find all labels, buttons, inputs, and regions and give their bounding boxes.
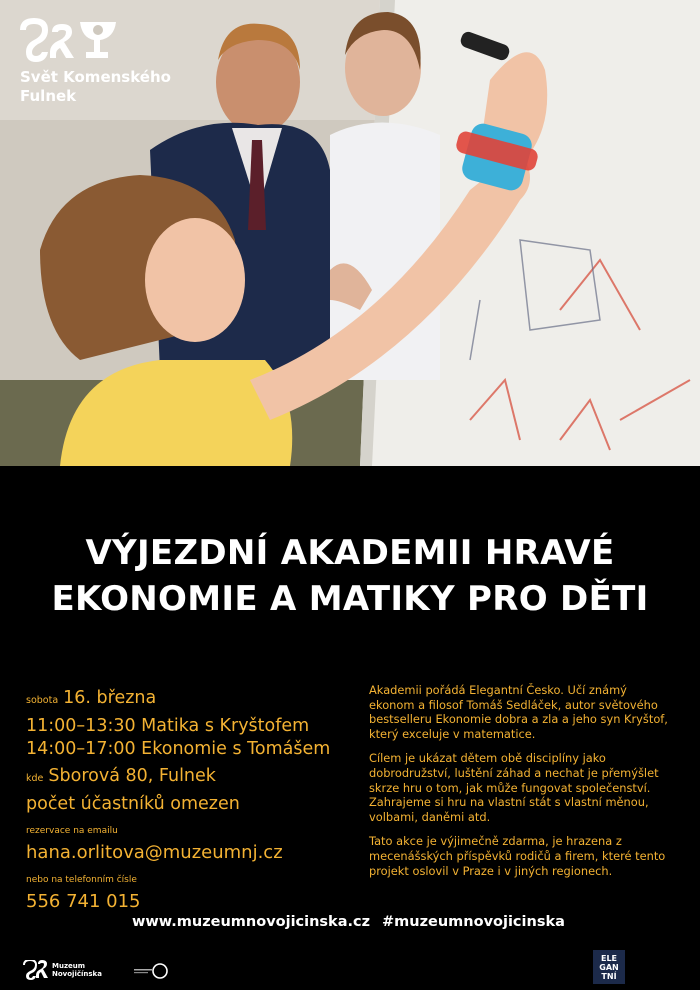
event-date: 16. března [63, 688, 157, 708]
session-2: 14:00–17:00 Ekonomie s Tomášem [26, 739, 331, 759]
hero-photo [0, 0, 700, 466]
museum-name-line1: Muzeum [52, 962, 86, 970]
museum-logo-icon [22, 960, 48, 980]
komensky-logo-icon [20, 18, 118, 64]
event-place: Sborová 80, Fulnek [48, 766, 216, 786]
brand-name-line1: Svět Komenského [20, 68, 171, 86]
hashtag: #muzeumnovojicinska [382, 914, 565, 930]
contact-email-link[interactable]: hana.orlitova@muzeumnj.cz [26, 842, 283, 863]
partner-logos [0, 950, 700, 990]
page-title [0, 530, 700, 622]
email-label: rezervace na emailu [26, 826, 118, 836]
capacity-note: počet účastníků omezen [26, 794, 240, 814]
day-label: sobota [26, 695, 59, 706]
event-info [26, 686, 366, 914]
website-link[interactable]: www.muzeumnovojicinska.cz [132, 914, 371, 930]
title-line2: EKONOMIE A MATIKY PRO DĚTI [51, 579, 649, 619]
partner-logo [134, 960, 168, 986]
museum-name-line2: Novojičínska [52, 970, 102, 978]
partner-logo-icon [134, 960, 168, 982]
description-paragraph-3: Tato akce je výjimečně zdarma, je hrazena z mecenášských příspěvků rodičů a firem, které tento projekt oslovil v Praze i v jiných regionech. [369, 834, 666, 878]
place-row [26, 763, 366, 792]
brand-logo [20, 18, 220, 106]
brand-mark [20, 18, 220, 66]
place-label: kde [26, 773, 44, 784]
contact-phone[interactable]: 556 741 015 [26, 891, 141, 912]
description-paragraph-2: Cílem je ukázat dětem obě disciplíny jako dobrodružství, luštění záhad a nechat je přemýšlet skrze hru o tom, jak může fungovat společenství. Zahrajeme si hru na vlastní stát s vlastní měnou, volbami, daněmi atd. [369, 751, 659, 824]
phone-label: nebo na telefonním čísle [26, 875, 137, 885]
session-1: 11:00–13:30 Matika s Kryštofem [26, 716, 310, 736]
title-line1: VÝJEZDNÍ AKADEMII HRAVÉ [85, 533, 615, 573]
museum-logo [22, 960, 102, 980]
date-row [26, 686, 366, 713]
description-paragraph-1: Akademii pořádá Elegantní Česko. Učí známý ekonom a filosof Tomáš Sedláček, autor světového bestselleru Ekonomie dobra a zla a jeho syn Kryštof, který exceluje v matematice. [369, 683, 668, 741]
elegantni-cesko-logo: ELE GAN TNÍ [593, 950, 625, 984]
brand-name-line2: Fulnek [20, 87, 77, 105]
event-description [369, 683, 669, 888]
